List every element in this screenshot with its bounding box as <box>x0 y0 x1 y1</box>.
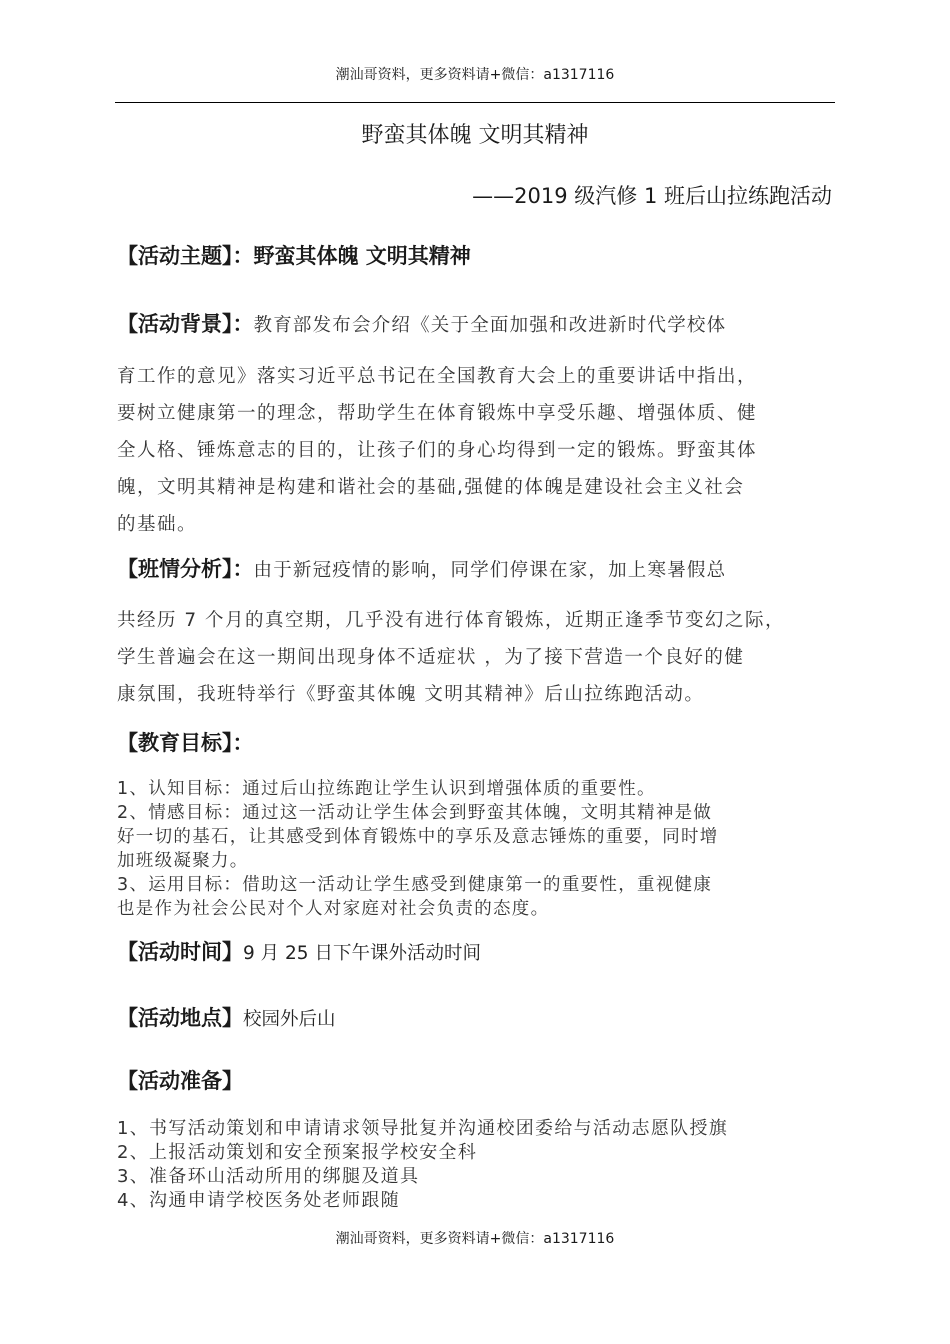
prep-item: 3、准备环山活动所用的绑腿及道具 <box>117 1166 420 1187</box>
goal-item: 2、情感目标：通过这一活动让学生体会到野蛮其体魄，文明其精神是做 <box>117 803 713 823</box>
document-title: 野蛮其体魄 文明其精神 <box>361 123 589 148</box>
prep-item: 1、书写活动策划和申请请求领导批复并沟通校团委给与活动志愿队授旗 <box>117 1118 729 1139</box>
paragraph-line: 育工作的意见》落实习近平总书记在全国教育大会上的重要讲话中指出， <box>117 366 758 387</box>
section-goals <box>117 727 842 757</box>
section-background <box>117 308 842 338</box>
theme-value: 野蛮其体魄 文明其精神 <box>253 244 471 268</box>
analysis-paragraph <box>117 602 842 713</box>
goal-item: 3、运用目标：借助这一活动让学生感受到健康第一的重要性，重视健康 <box>117 875 713 895</box>
goal-item: 也是作为社会公民对个人对家庭对社会负责的态度。 <box>117 899 550 919</box>
prep-list <box>117 1117 842 1213</box>
background-label: 【活动背景】： <box>117 312 254 336</box>
theme-label: 【活动主题】： <box>117 244 254 268</box>
section-time <box>117 936 842 966</box>
footer-note: 潮汕哥资料，更多资料请+微信：a1317116 <box>335 1231 615 1247</box>
time-label: 【活动时间】 <box>117 940 243 964</box>
place-label: 【活动地点】 <box>117 1006 243 1030</box>
analysis-label: 【班情分析】： <box>117 557 254 581</box>
paragraph-line: 共经历 7 个月的真空期，几乎没有进行体育锻炼，近期正逢季节变幻之际， <box>117 610 786 631</box>
place-value: 校园外后山 <box>243 1009 336 1030</box>
background-paragraph <box>117 358 842 543</box>
goal-item: 好一切的基石，让其感受到体育锻炼中的享乐及意志锤炼的重要，同时增 <box>117 827 719 847</box>
analysis-first-line: 由于新冠疫情的影响，同学们停课在家，加上寒暑假总 <box>253 560 727 581</box>
background-first-line: 教育部发布会介绍《关于全面加强和改进新时代学校体 <box>253 315 727 336</box>
paragraph-line: 康氛围，我班特举行《野蛮其体魄 文明其精神》后山拉练跑活动。 <box>117 684 705 705</box>
paragraph-line: 魄，文明其精神是构建和谐社会的基础,强健的体魄是建设社会主义社会 <box>117 477 745 498</box>
header-divider <box>115 102 835 103</box>
paragraph-line: 的基础。 <box>117 514 198 535</box>
section-place <box>117 1002 842 1032</box>
section-theme <box>117 240 842 270</box>
goal-item: 加班级凝聚力。 <box>117 851 249 871</box>
prep-item: 2、上报活动策划和安全预案报学校安全科 <box>117 1142 478 1163</box>
goals-list <box>117 777 842 921</box>
section-prep <box>117 1065 842 1095</box>
time-value: 9 月 25 日下午课外活动时间 <box>243 943 481 964</box>
goals-label: 【教育目标】： <box>117 731 254 755</box>
paragraph-line: 要树立健康第一的理念，帮助学生在体育锻炼中享受乐趣、增强体质、健 <box>117 403 758 424</box>
header-note: 潮汕哥资料，更多资料请+微信：a1317116 <box>335 67 615 83</box>
goal-item: 1、认知目标：通过后山拉练跑让学生认识到增强体质的重要性。 <box>117 779 656 799</box>
document-subtitle: ——2019 级汽修 1 班后山拉练跑活动 <box>472 184 832 208</box>
prep-item: 4、沟通申请学校医务处老师跟随 <box>117 1190 400 1211</box>
section-class-analysis <box>117 553 842 583</box>
prep-label: 【活动准备】 <box>117 1069 243 1093</box>
paragraph-line: 全人格、锤炼意志的目的，让孩子们的身心均得到一定的锻炼。野蛮其体 <box>117 440 758 461</box>
paragraph-line: 学生普遍会在这一期间出现身体不适症状 ，为了接下营造一个良好的健 <box>117 647 745 668</box>
